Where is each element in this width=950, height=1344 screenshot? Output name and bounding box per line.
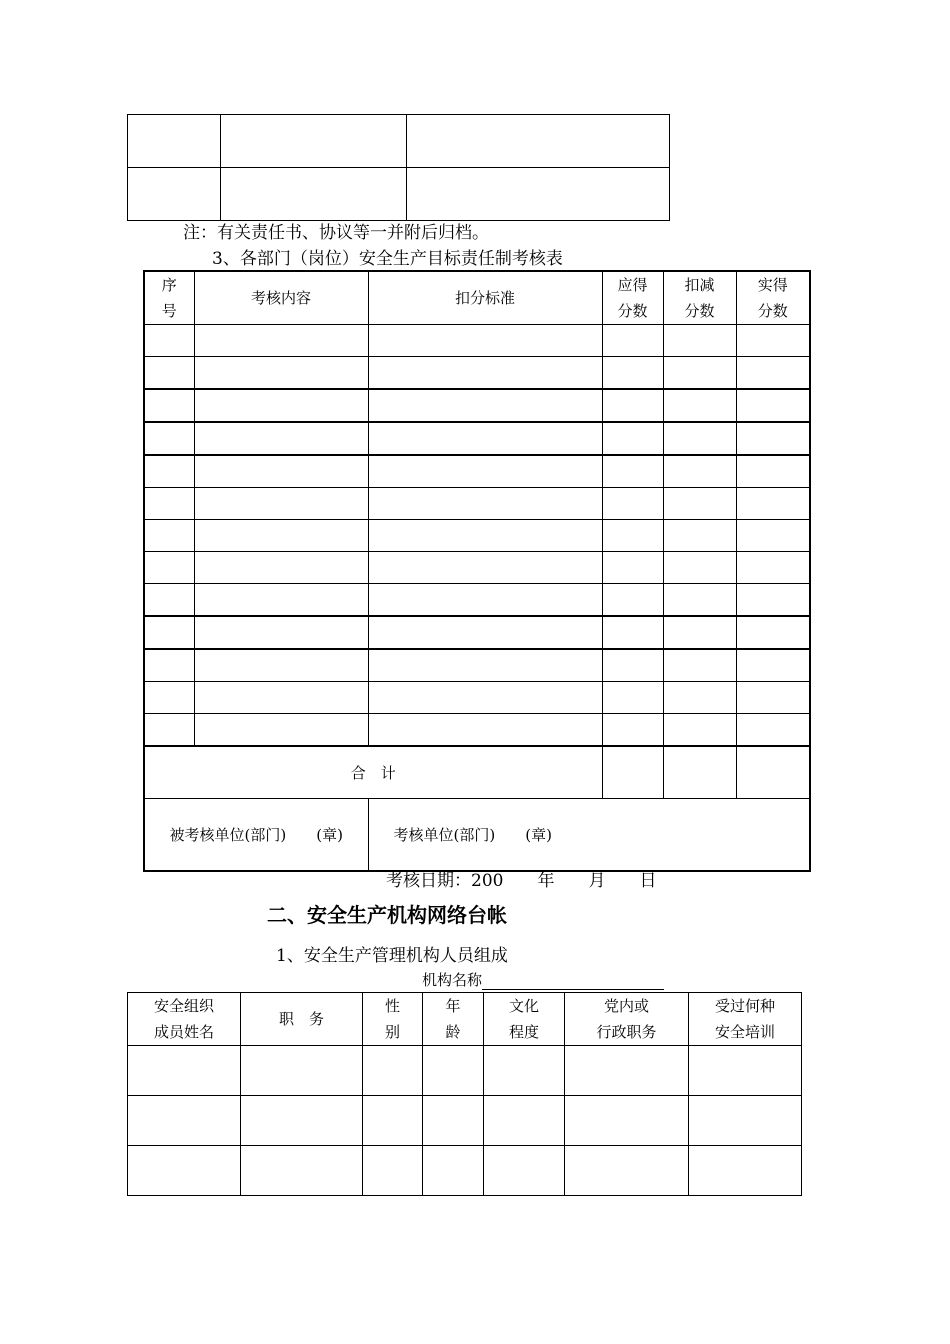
total-due <box>602 746 663 799</box>
table-row <box>128 1046 802 1096</box>
table-cell <box>221 168 407 221</box>
header-criteria: 扣分标准 <box>368 271 602 325</box>
total-actual <box>736 746 810 799</box>
assessor-unit-seal: 考核单位(部门) (章) <box>368 799 810 872</box>
signature-row <box>144 799 810 872</box>
org-name-label: 机构名称 <box>422 971 483 989</box>
table-row <box>144 422 810 455</box>
header-actual-score: 实得 分数 <box>736 271 810 325</box>
table-cell <box>407 168 670 221</box>
table-row <box>144 389 810 422</box>
header-age: 年 龄 <box>423 993 484 1046</box>
assessment-table <box>143 270 811 872</box>
table-cell <box>221 115 407 168</box>
assessed-unit-seal: 被考核单位(部门) (章) <box>144 799 368 872</box>
table-row <box>144 552 810 584</box>
table-row <box>144 649 810 682</box>
table-row <box>144 616 810 649</box>
table-row <box>128 168 670 221</box>
header-party-admin-post: 党内或 行政职务 <box>565 993 689 1046</box>
table-row <box>144 584 810 617</box>
top-table <box>127 114 670 221</box>
table-cell <box>128 115 221 168</box>
table-row <box>144 682 810 714</box>
total-deduct <box>663 746 736 799</box>
total-label: 合 计 <box>144 746 602 799</box>
table-row <box>128 115 670 168</box>
org-header-row <box>128 993 802 1046</box>
org-name-blank <box>482 973 664 990</box>
table-row <box>144 714 810 747</box>
header-position: 职 务 <box>241 993 363 1046</box>
header-safety-training: 受过何种 安全培训 <box>689 993 802 1046</box>
table-row <box>128 1146 802 1196</box>
total-row <box>144 746 810 799</box>
header-gender: 性 别 <box>363 993 423 1046</box>
section-heading: 二、安全生产机构网络台帐 <box>267 903 507 927</box>
assessment-date: 考核日期：200 年 月 日 <box>386 871 657 891</box>
archive-note: 注：有关责任书、协议等一并附后归档。 <box>183 223 489 243</box>
org-members-table <box>127 992 802 1196</box>
org-name-field <box>422 969 664 990</box>
header-due-score: 应得 分数 <box>602 271 663 325</box>
header-education: 文化 程度 <box>484 993 565 1046</box>
table-row <box>144 325 810 357</box>
header-member-name: 安全组织 成员姓名 <box>128 993 241 1046</box>
assessment-table-title: 3、各部门（岗位）安全生产目标责任制考核表 <box>212 249 563 269</box>
org-table-title: 1、安全生产管理机构人员组成 <box>276 946 508 966</box>
table-row <box>144 455 810 488</box>
header-deduct-score: 扣减 分数 <box>663 271 736 325</box>
table-row <box>128 1096 802 1146</box>
table-row <box>144 488 810 520</box>
table-cell <box>128 168 221 221</box>
header-content: 考核内容 <box>194 271 368 325</box>
header-seq: 序 号 <box>144 271 194 325</box>
table-row <box>144 520 810 552</box>
assessment-header-row <box>144 271 810 325</box>
table-cell <box>407 115 670 168</box>
table-row <box>144 357 810 390</box>
